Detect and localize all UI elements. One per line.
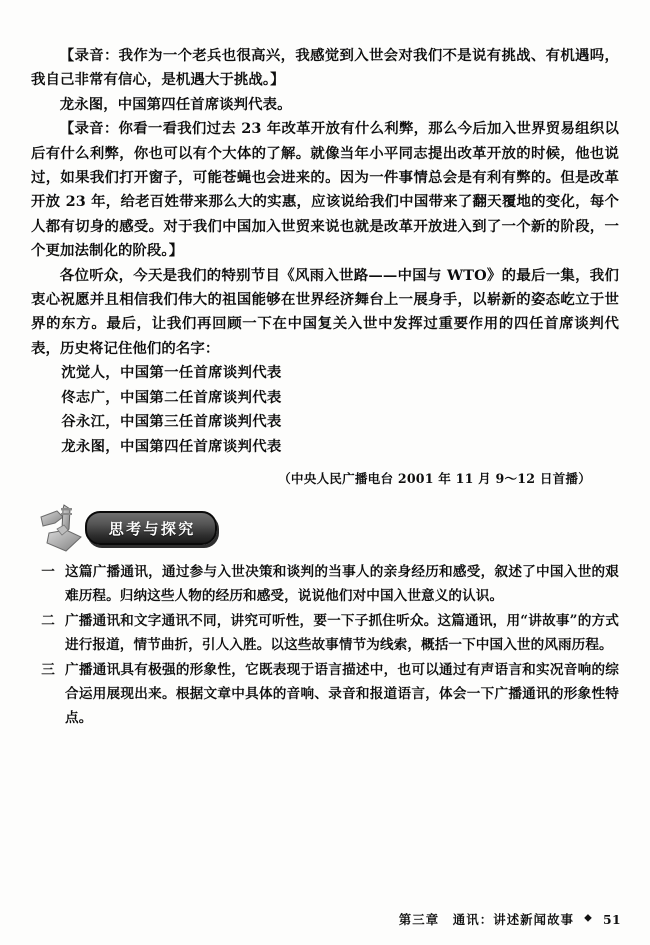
list-item: 龙永图，中国第四任首席谈判代表: [61, 437, 282, 455]
section-badge-label: 思考与探究: [108, 519, 196, 538]
exercise-item-2: [31, 610, 621, 657]
exercise-text: 这篇广播通讯，通过参与入世决策和谈判的当事人的亲身经历和感受，叙述了中国入世的艰难历程。归纳这些人物的经历和感受，说说他们对中国入世意义的认识。: [65, 564, 619, 604]
article-body: [31, 44, 619, 489]
exercise-item-1: [31, 561, 621, 608]
section-badge: [85, 511, 217, 545]
exercise-text: 广播通讯具有极强的形象性，它既表现于语言描述中，也可以通过有声语言和实况音响的综合运用展现出来。根据文章中具体的音响、录音和报道语言，体会一下广播通讯的形象性特点。: [65, 662, 619, 726]
list-item: 佟志广，中国第二任首席谈判代表: [61, 388, 282, 406]
diamond-icon: ◆: [584, 912, 593, 924]
paragraph-speaker-attribution: 龙永图，中国第四任首席谈判代表。: [59, 95, 292, 113]
exercise-number: 三: [41, 662, 55, 679]
section-heading: [33, 497, 293, 563]
page-footer: [399, 910, 621, 928]
paragraph-recording-2: 【录音：你看一看我们过去 23 年改革开放有什么利弊，那么今后加入世界贸易组织以后有什么利弊，你也可以有个大体的了解。就像当年小平同志提出改革开放的时候，他也说过，如果我们打开窗子，可能苍蝇也会进来的。因为一件事情总会是有利有弊的。但是改革开放 23 年，给老百姓带来那么大的实惠，应该说给我们中国带来了翻天覆地的变化，每个人都有切身的感受。对于我们中国加入世贸来说也就是改革开放进入到了一个新的阶段，一个更加法制化的阶段。】: [31, 120, 619, 260]
exercise-number: 二: [41, 613, 55, 630]
source-attribution: （中央人民广播电台 2001 年 11 月 9～12 日首播）: [278, 470, 591, 486]
list-item: 沈觉人，中国第一任首席谈判代表: [61, 364, 282, 382]
exercise-item-3: [31, 659, 621, 730]
exercise-text: 广播通讯和文字通讯不同，讲究可听性，要一下子抓住听众。这篇通讯，用“讲故事”的方式进行报道，情节曲折，引人入胜。以这些故事情节为线索，概括一下中国入世的风雨历程。: [65, 613, 619, 653]
exercise-number: 一: [41, 564, 55, 580]
paragraph-closing-remarks: 各位听众，今天是我们的特别节目《风雨入世路——中国与 WTO》的最后一集，我们衷心祝愿并且相信我们伟大的祖国能够在世界经济舞台上一展身手，以崭新的姿态屹立于世界的东方。最后，让我们再回顾一下在中国复关入世中发挥过重要作用的四任首席谈判代表，历史将记住他们的名字：: [31, 266, 619, 357]
exercise-list: [31, 561, 621, 732]
list-item: 谷永江，中国第三任首席谈判代表: [61, 413, 282, 431]
page-number: 51: [602, 911, 621, 927]
negotiator-name-list: [31, 361, 619, 459]
paragraph-recording-1: 【录音：我作为一个老兵也很高兴，我感觉到入世会对我们不是说有挑战、有机遇吗，我自己非常有信心，是机遇大于挑战。】: [31, 47, 619, 89]
footer-chapter-title: 第三章 通讯：讲述新闻故事: [398, 912, 575, 927]
